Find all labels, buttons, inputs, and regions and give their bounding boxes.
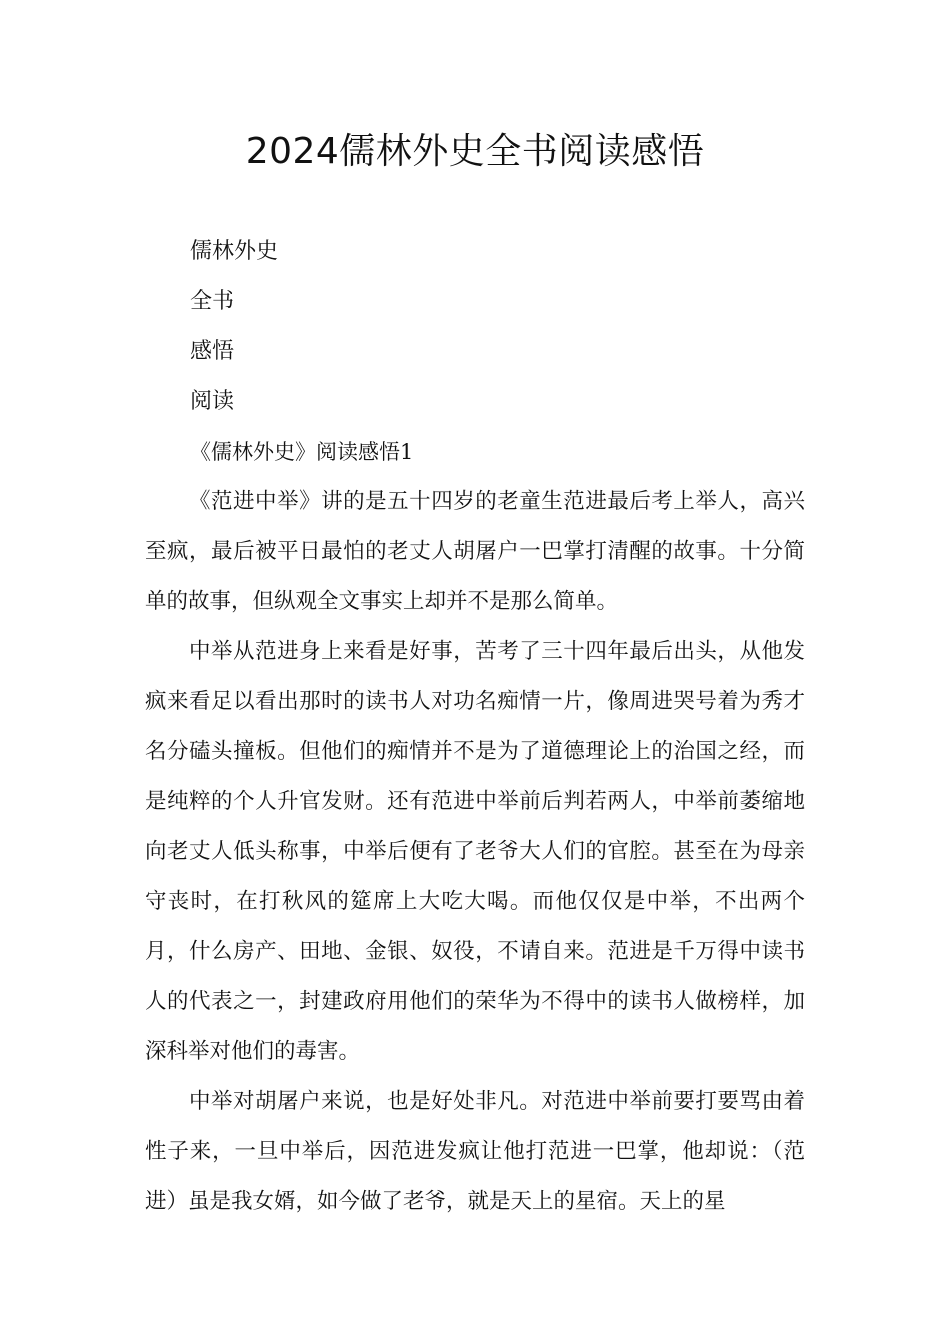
keyword-item: 儒林外史	[190, 239, 279, 264]
document-title: 2024儒林外史全书阅读感悟	[245, 131, 705, 172]
keyword-list	[190, 227, 278, 427]
body-text	[145, 477, 805, 1227]
keyword-item: 阅读	[190, 389, 235, 414]
paragraph: 中举从范进身上来看是好事，苦考了三十四年最后出头，从他发疯来看足以看出那时的读书人对功名痴情一片，像周进哭号着为秀才名分磕头撞板。但他们的痴情并不是为了道德理论上的治国之经，而是纯粹的个人升官发财。还有范进中举前后判若两人，中举前萎缩地向老丈人低头称事，中举后便有了老爷大人们的官腔。甚至在为母亲守丧时，在打秋风的筵席上大吃大喝。而他仅仅是中举，不出两个月，什么房产、田地、金银、奴役，不请自来。范进是千万得中读书人的代表之一，封建政府用他们的荣华为不得中的读书人做榜样，加深科举对他们的毒害。	[145, 639, 805, 1064]
paragraph: 《范进中举》讲的是五十四岁的老童生范进最后考上举人，高兴至疯，最后被平日最怕的老丈人胡屠户一巴掌打清醒的故事。十分简单的故事，但纵观全文事实上却并不是那么简单。	[145, 489, 805, 614]
keyword-item: 感悟	[190, 339, 235, 364]
section-subtitle: 《儒林外史》阅读感悟1	[190, 440, 414, 464]
paragraph: 中举对胡屠户来说，也是好处非凡。对范进中举前要打要骂由着性子来，一旦中举后，因范进发疯让他打范进一巴掌，他却说：（范进）虽是我女婿，如今做了老爷，就是天上的星宿。天上的星	[145, 1089, 805, 1214]
keyword-item: 全书	[190, 289, 235, 314]
